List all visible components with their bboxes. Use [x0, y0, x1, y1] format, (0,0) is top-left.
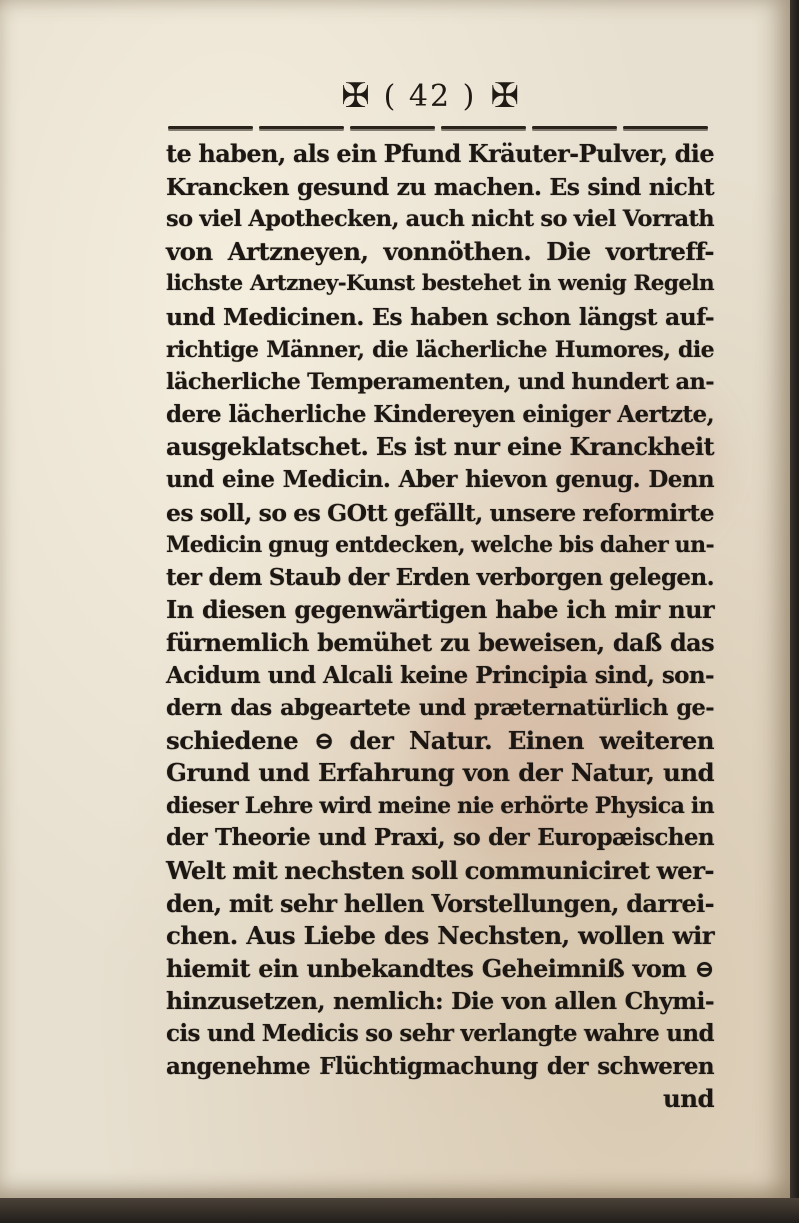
text-line: Welt mit nechsten soll communiciret wer-	[166, 856, 714, 886]
header-rule	[168, 124, 708, 132]
text-line: Grund und Erfahrung von der Natur, und	[166, 758, 714, 788]
ornament-left-icon: ✠	[341, 76, 370, 116]
text-line: angenehme Flüchtigmachung der schweren	[166, 1052, 714, 1080]
text-line: den, mit sehr hellen Vorstellungen, darrei-	[166, 888, 714, 918]
text-line: so viel Apothecken, auch nicht so viel Vorrath	[166, 206, 714, 233]
rule-segment	[259, 126, 344, 129]
text-line: von Artzneyen, vonnöthen. Die vortreff-	[166, 236, 714, 266]
text-line: Medicin gnug entdecken, welche bis daher un-	[166, 532, 714, 559]
page-edge-shadow	[790, 0, 799, 1223]
catchword: und	[663, 1084, 714, 1114]
text-line: lächerliche Temperamenten, und hundert an-	[166, 369, 714, 396]
text-line: und eine Medicin. Aber hievon genug. Denn	[166, 465, 714, 493]
page-number: ( 42 )	[383, 78, 477, 114]
body-text	[166, 138, 714, 1116]
rule-segment	[441, 126, 526, 129]
text-line: lichste Artzney-Kunst bestehet in wenig Regeln	[166, 271, 714, 297]
text-line: schiedene ⊖ der Natur. Einen weiteren	[166, 725, 714, 755]
rule-segment	[168, 126, 253, 129]
ornament-right-icon: ✠	[490, 76, 519, 116]
text-line: fürnemlich bemühet zu beweisen, daß das	[166, 627, 714, 657]
rule-segment	[623, 126, 708, 129]
text-line: richtige Männer, die lächerliche Humores, die	[166, 336, 714, 363]
text-line: es soll, so es GOtt gefällt, unsere reformirte	[166, 498, 714, 527]
rule-segment	[532, 126, 617, 129]
text-line: und Medicinen. Es haben schon längst auf-	[166, 302, 714, 331]
text-line: dere lächerliche Kindereyen einiger Aertzte,	[166, 400, 714, 428]
text-line: te haben, als ein Pfund Kräuter-Pulver, die	[166, 139, 714, 168]
text-line: In diesen gegenwärtigen habe ich mir nur	[166, 595, 714, 625]
text-line: der Theorie und Praxi, so der Europæischen	[166, 824, 714, 852]
text-line: dern das abgeartete und præternatürlich ge-	[166, 695, 714, 722]
text-line: ter dem Staub der Erden verborgen gelegen.	[166, 563, 714, 591]
text-line: cis und Medicis so sehr verlangte wahre und	[166, 1020, 714, 1048]
text-line: ausgeklatschet. Es ist nur eine Kranckheit	[166, 432, 714, 462]
text-line: dieser Lehre wird meine nie erhörte Physica in	[166, 792, 714, 819]
text-line: hinzusetzen, nemlich: Die von allen Chymi-	[166, 987, 714, 1016]
text-line: hiemit ein unbekandtes Geheimniß vom ⊖	[166, 953, 714, 983]
text-line: Krancken gesund zu machen. Es sind nicht	[166, 172, 714, 201]
text-line: Acidum und Alcali keine Principia sind, son-	[166, 661, 714, 689]
bottom-edge-shadow	[0, 1198, 799, 1223]
rule-segment	[350, 126, 435, 129]
text-line: chen. Aus Liebe des Nechsten, wollen wir	[166, 921, 714, 951]
page-header	[300, 72, 560, 120]
